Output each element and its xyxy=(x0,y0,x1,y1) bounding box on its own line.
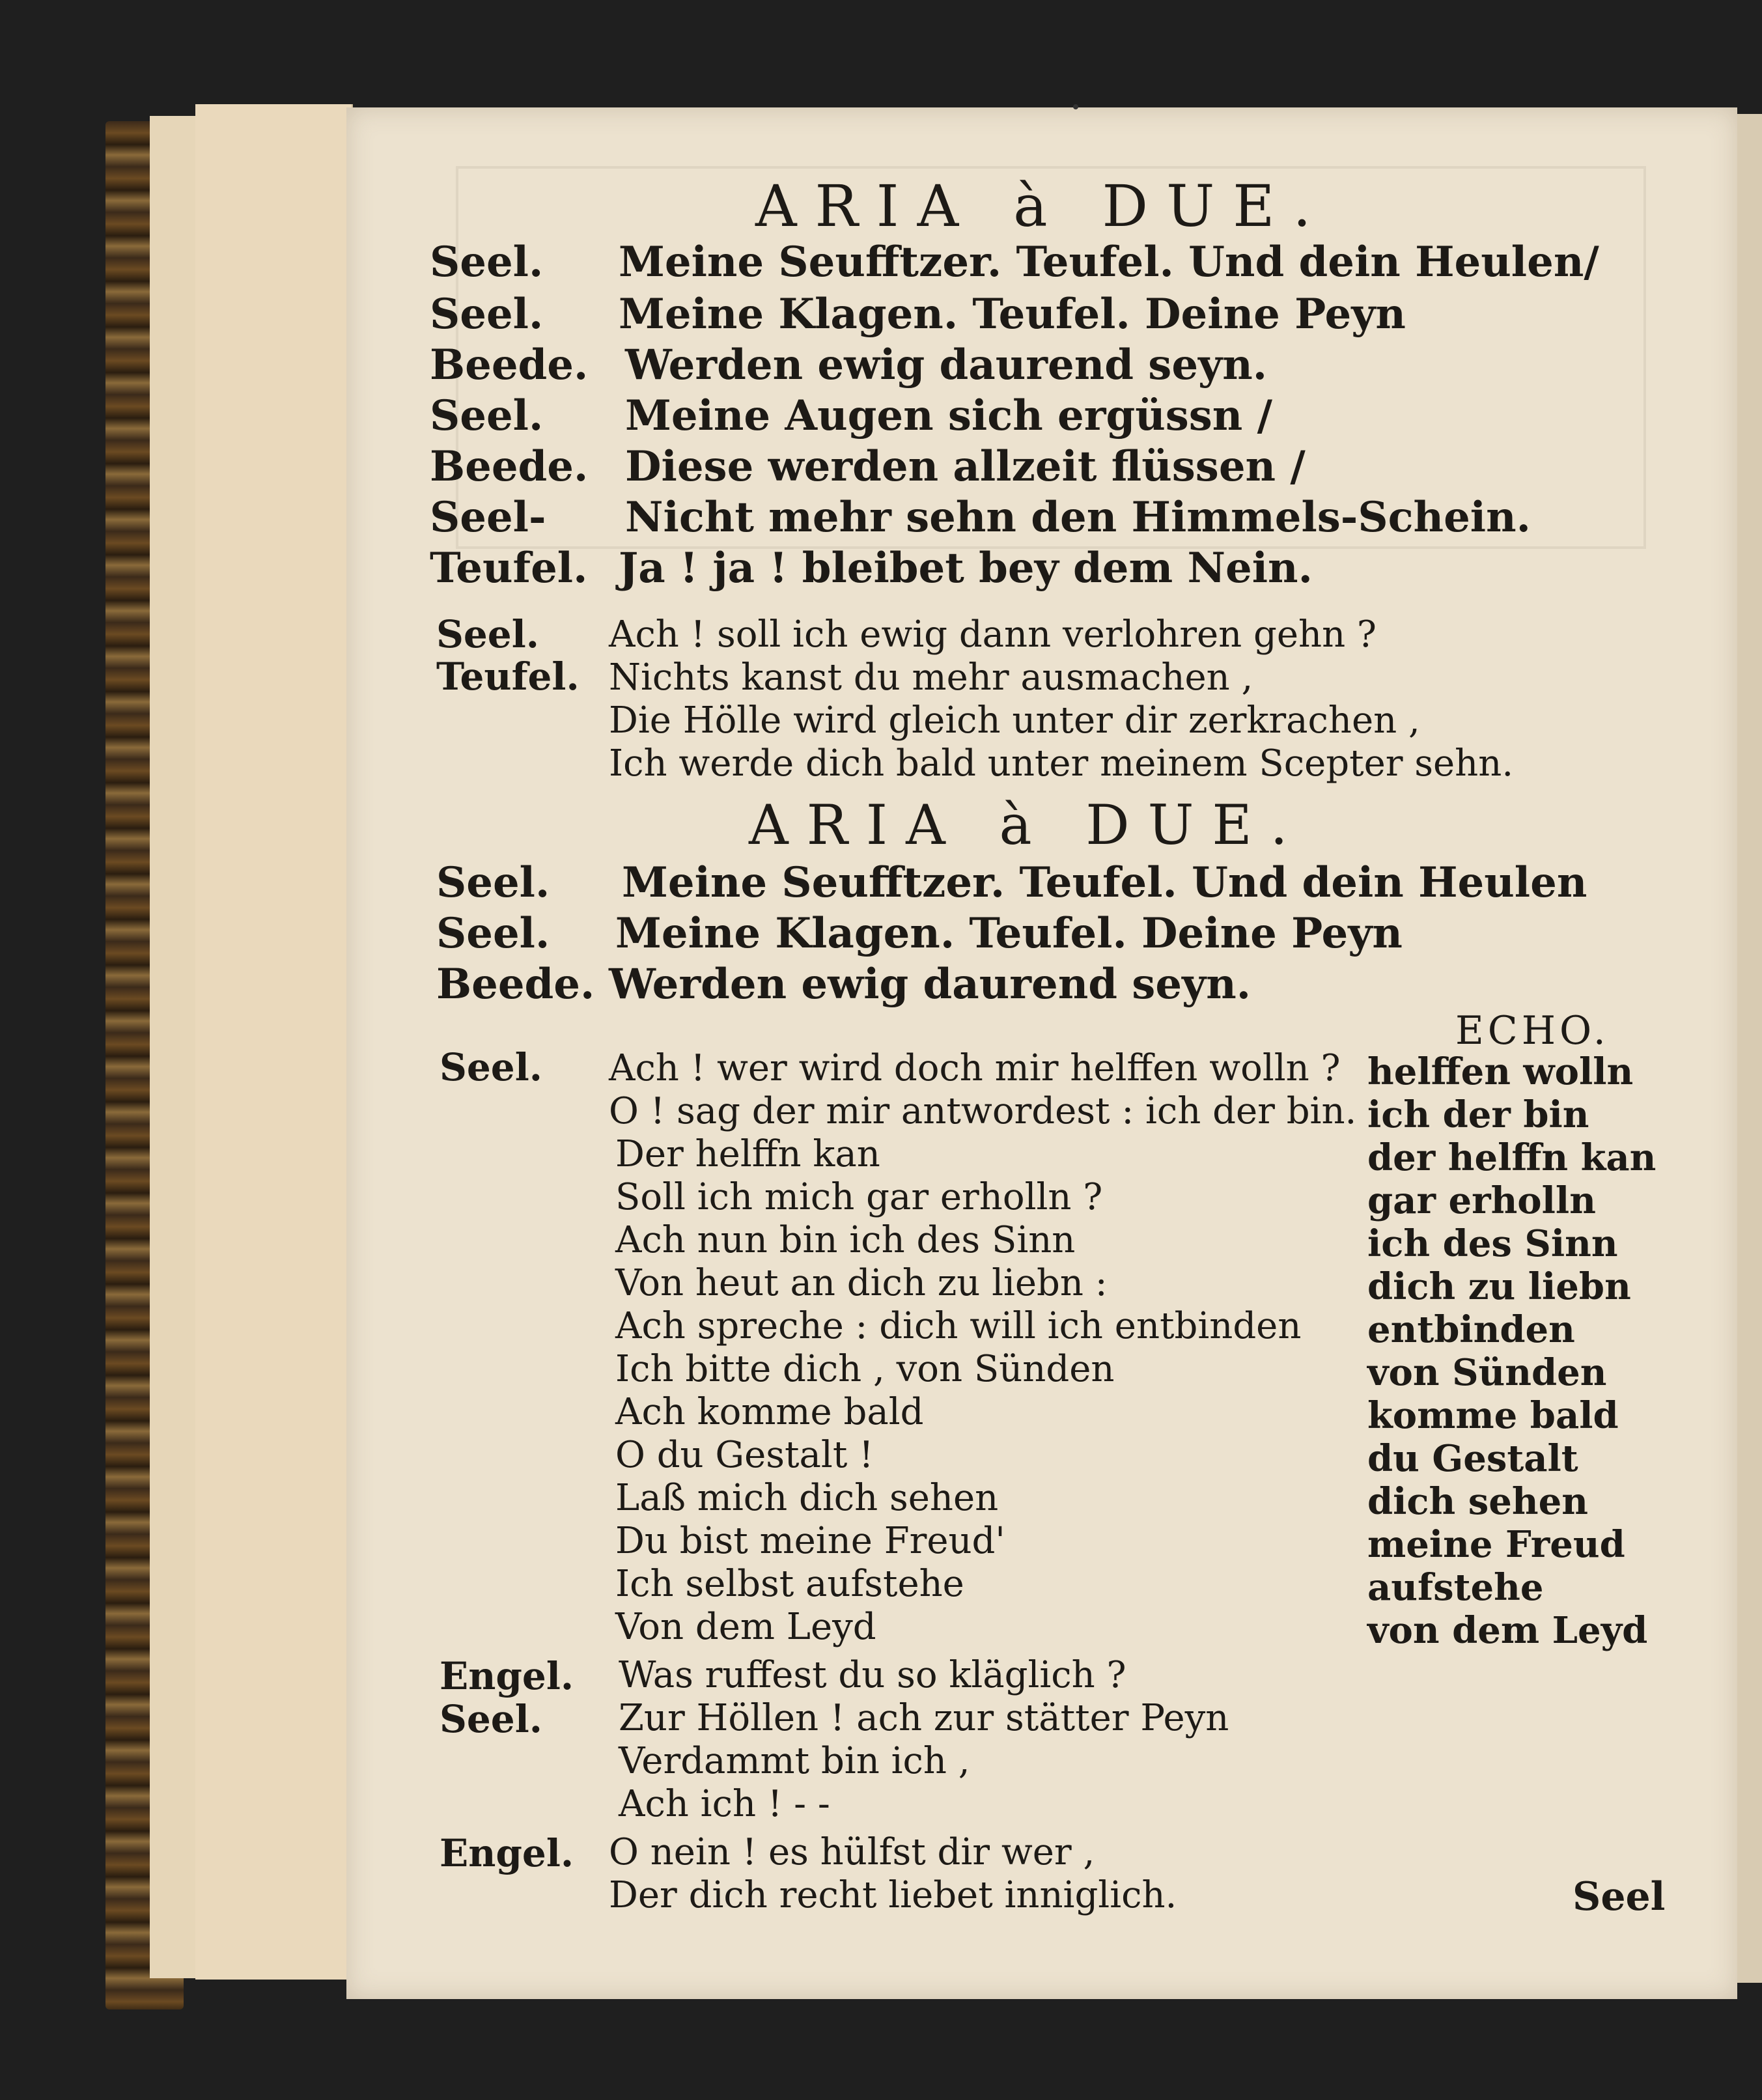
echo-response: meine Freud xyxy=(1367,1523,1625,1566)
echo-response: helffen wolln xyxy=(1367,1050,1634,1093)
ink-speck xyxy=(1073,104,1078,109)
speaker-label: Teufel. xyxy=(436,654,580,699)
echo-response: aufstehe xyxy=(1367,1566,1544,1609)
speaker-label: Seel. xyxy=(436,612,539,656)
echo-response: ich der bin xyxy=(1367,1093,1589,1136)
verse-line: Meine Klagen. Teufel. Deine Peyn xyxy=(619,290,1406,339)
echo-response: gar erholln xyxy=(1367,1179,1596,1222)
echo-verse-line: Laß mich dich sehen xyxy=(615,1477,999,1519)
speaker-label: Seel. xyxy=(430,238,544,287)
speaker-label: Seel. xyxy=(440,1697,542,1741)
recitative-line: Nichts kanst du mehr ausmachen , xyxy=(609,656,1253,699)
verse-line: Nicht mehr sehn den Himmels-Schein. xyxy=(625,493,1531,542)
speaker-label: Seel. xyxy=(440,1045,542,1089)
echo-verse-line: Ach komme bald xyxy=(615,1391,924,1433)
echo-heading: ECHO. xyxy=(1455,1008,1610,1054)
echo-response: dich zu liebn xyxy=(1367,1265,1631,1308)
speaker-label: Engel. xyxy=(440,1654,574,1698)
verse-line: Ja ! ja ! bleibet bey dem Nein. xyxy=(619,544,1313,593)
recitative-line: Die Hölle wird gleich unter dir zerkrachen , xyxy=(609,699,1420,742)
speaker-label: Seel. xyxy=(430,391,544,440)
echo-verse-line: O ! sag der mir antwordest : ich der bin. xyxy=(609,1090,1357,1132)
echo-response: dich sehen xyxy=(1367,1480,1588,1523)
speaker-label: Beede. xyxy=(436,960,595,1009)
dialogue-line: O nein ! es hülfst dir wer , xyxy=(609,1831,1095,1873)
verse-line: Meine Seufftzer. Teufel. Und dein Heulen/ xyxy=(619,238,1599,287)
speaker-label: Seel. xyxy=(436,858,550,907)
speaker-label: Beede. xyxy=(430,442,589,491)
verse-line: Diese werden allzeit flüssen / xyxy=(625,442,1306,491)
echo-verse-line: Von dem Leyd xyxy=(615,1606,876,1648)
echo-response: entbinden xyxy=(1367,1308,1575,1351)
aria-title: ARIA à DUE. xyxy=(749,793,1306,857)
dialogue-line: Zur Höllen ! ach zur stätter Peyn xyxy=(619,1697,1229,1739)
echo-verse-line: Ich selbst aufstehe xyxy=(615,1563,964,1605)
speaker-label: Engel. xyxy=(440,1831,574,1875)
recitative-line: Ich werde dich bald unter meinem Scepter sehn. xyxy=(609,742,1514,785)
recitative-line: Ach ! soll ich ewig dann verlohren gehn ? xyxy=(609,613,1377,656)
facing-page-edge xyxy=(1737,114,1762,1983)
speaker-label: Beede. xyxy=(430,341,589,389)
aria-title: ARIA à DUE. xyxy=(755,173,1330,240)
echo-verse-line: Soll ich mich gar erholln ? xyxy=(615,1176,1103,1218)
echo-verse-line: Von heut an dich zu liebn : xyxy=(615,1262,1108,1304)
verse-line: Werden ewig daurend seyn. xyxy=(625,341,1268,389)
echo-verse-line: Ach nun bin ich des Sinn xyxy=(615,1219,1076,1261)
echo-verse-line: Ach ! wer wird doch mir helffen wolln ? xyxy=(609,1047,1341,1089)
speaker-label: Teufel. xyxy=(430,544,588,593)
dialogue-line: Der dich recht liebet inniglich. xyxy=(609,1874,1177,1916)
echo-response: der helffn kan xyxy=(1367,1136,1657,1179)
echo-verse-line: Du bist meine Freud' xyxy=(615,1520,1005,1562)
echo-response: komme bald xyxy=(1367,1394,1619,1437)
echo-response: von dem Leyd xyxy=(1367,1609,1648,1652)
speaker-label: Seel. xyxy=(430,290,544,339)
echo-response: ich des Sinn xyxy=(1367,1222,1618,1265)
echo-response: von Sünden xyxy=(1367,1351,1607,1394)
verse-line: Werden ewig daurend seyn. xyxy=(609,960,1252,1009)
echo-response: du Gestalt xyxy=(1367,1437,1578,1480)
verse-line: Meine Augen sich ergüssn / xyxy=(625,391,1272,440)
echo-verse-line: O du Gestalt ! xyxy=(615,1434,874,1476)
echo-verse-line: Ich bitte dich , von Sünden xyxy=(615,1348,1115,1390)
dialogue-line: Verdammt bin ich , xyxy=(619,1740,970,1782)
echo-verse-line: Der helffn kan xyxy=(615,1133,880,1175)
speaker-label: Seel- xyxy=(430,493,546,542)
dialogue-line: Was ruffest du so kläglich ? xyxy=(619,1654,1126,1696)
speaker-label: Seel. xyxy=(436,909,550,958)
echo-verse-line: Ach spreche : dich will ich entbinden xyxy=(615,1305,1302,1347)
verse-line: Meine Seufftzer. Teufel. Und dein Heulen xyxy=(622,858,1587,907)
catchword: Seel xyxy=(1573,1874,1666,1920)
dialogue-line: Ach ich ! - - xyxy=(619,1783,830,1825)
verse-line: Meine Klagen. Teufel. Deine Peyn xyxy=(615,909,1403,958)
page-stack-front xyxy=(195,104,353,1980)
